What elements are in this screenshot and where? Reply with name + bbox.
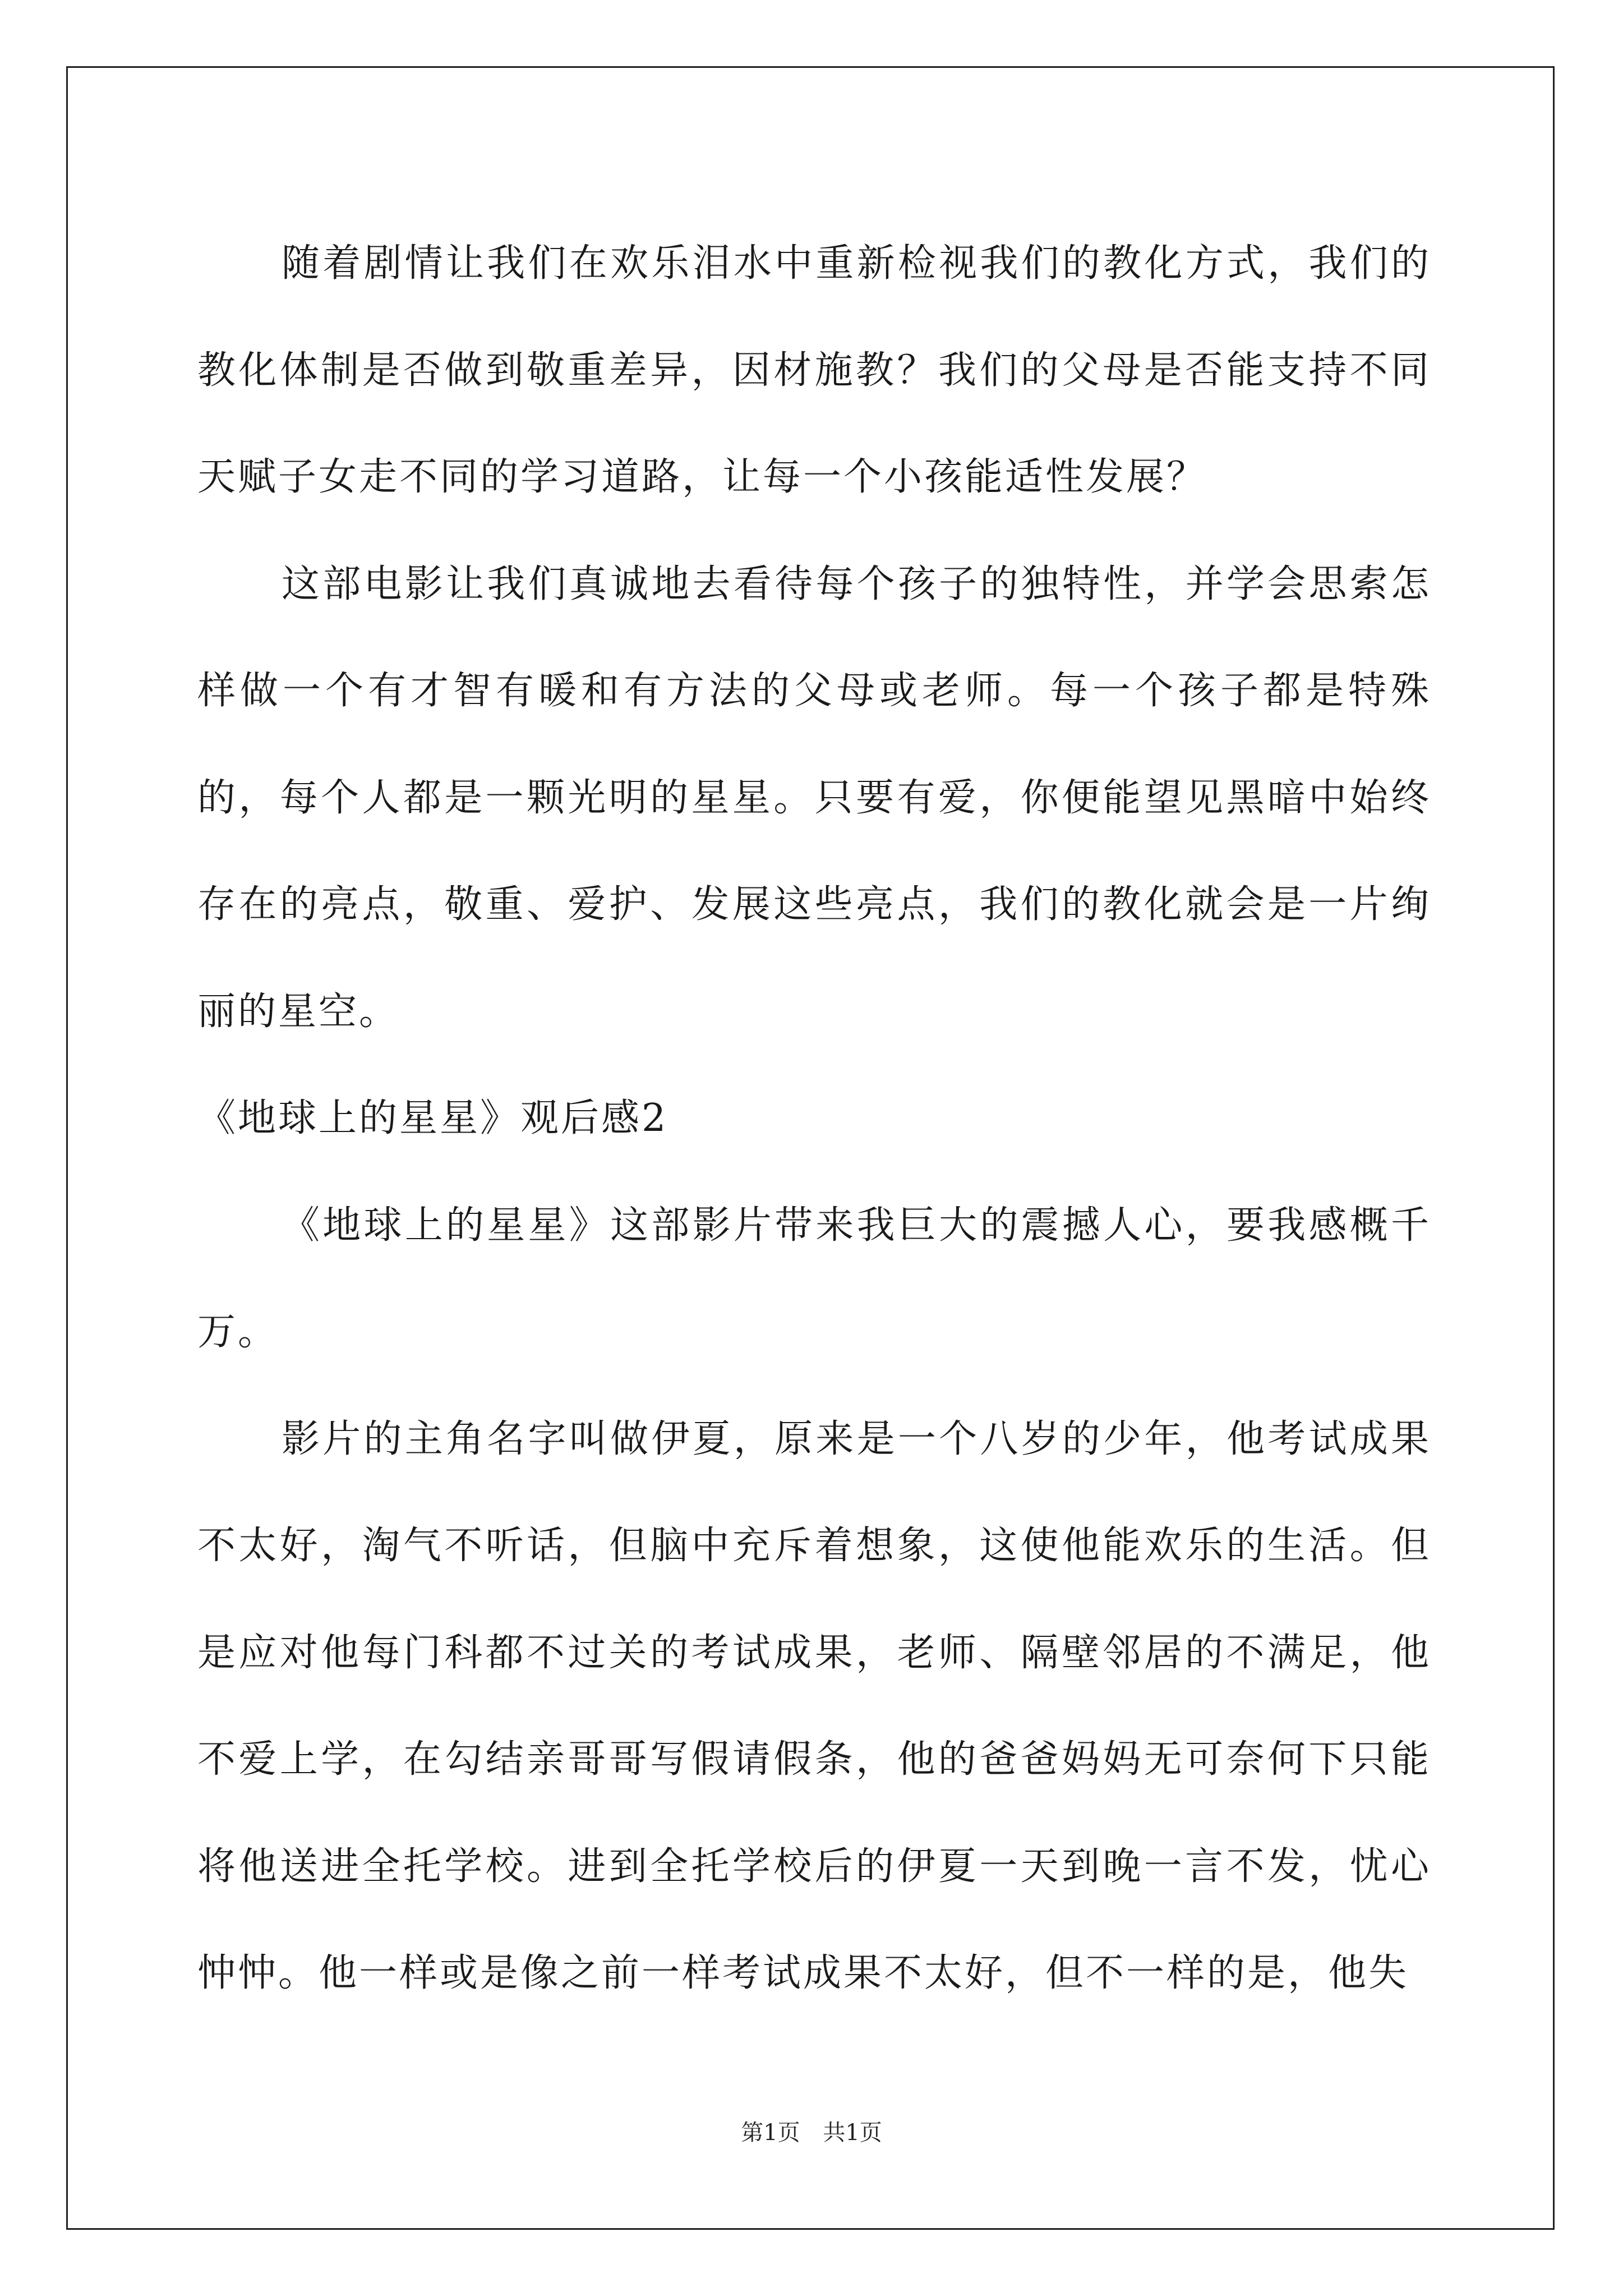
paragraph-1: 随着剧情让我们在欢乐泪水中重新检视我们的教化方式，我们的教化体制是否做到敬重差异，因材施教？我们的父母是否能支持不同天赋子女走不同的学习道路，让每一个小孩能适性发展？ (197, 241, 1431, 499)
section-heading: 《地球上的星星》观后感2 (197, 1096, 668, 1140)
page-number-total: 共1页 (823, 2120, 882, 2146)
paragraph-4: 影片的主角名字叫做伊夏，原来是一个八岁的少年，他考试成果不太好，淘气不听话，但脑中充斥着想象，这使他能欢乐的生活。但是应对他每门科都不过关的考试成果，老师、隔壁邻居的不满足，他不爱上学，在勾结亲哥哥写假请假条，他的爸爸妈妈无可奈何下只能将他送进全托学校。进到全托学校后的伊夏一天到晚一言不发，忧心忡忡。他一样或是像之前一样考试成果不太好，但不一样的是，他失 (197, 1416, 1431, 1995)
page-number-current: 第1页 (741, 2120, 800, 2146)
paragraph-2: 这部电影让我们真诚地去看待每个孩子的独特性，并学会思索怎样做一个有才智有暖和有方法的父母或老师。每一个孩子都是特殊的，每个人都是一颗光明的星星。只要有爱，你便能望见黑暗中始终存在的亮点，敬重、爱护、发展这些亮点，我们的教化就会是一片绚丽的星空。 (197, 562, 1431, 1034)
paragraph-3: 《地球上的星星》这部影片带来我巨大的震撼人心，要我感概千万。 (197, 1203, 1431, 1354)
page-footer (0, 2115, 1623, 2147)
document-body (197, 210, 1431, 2027)
